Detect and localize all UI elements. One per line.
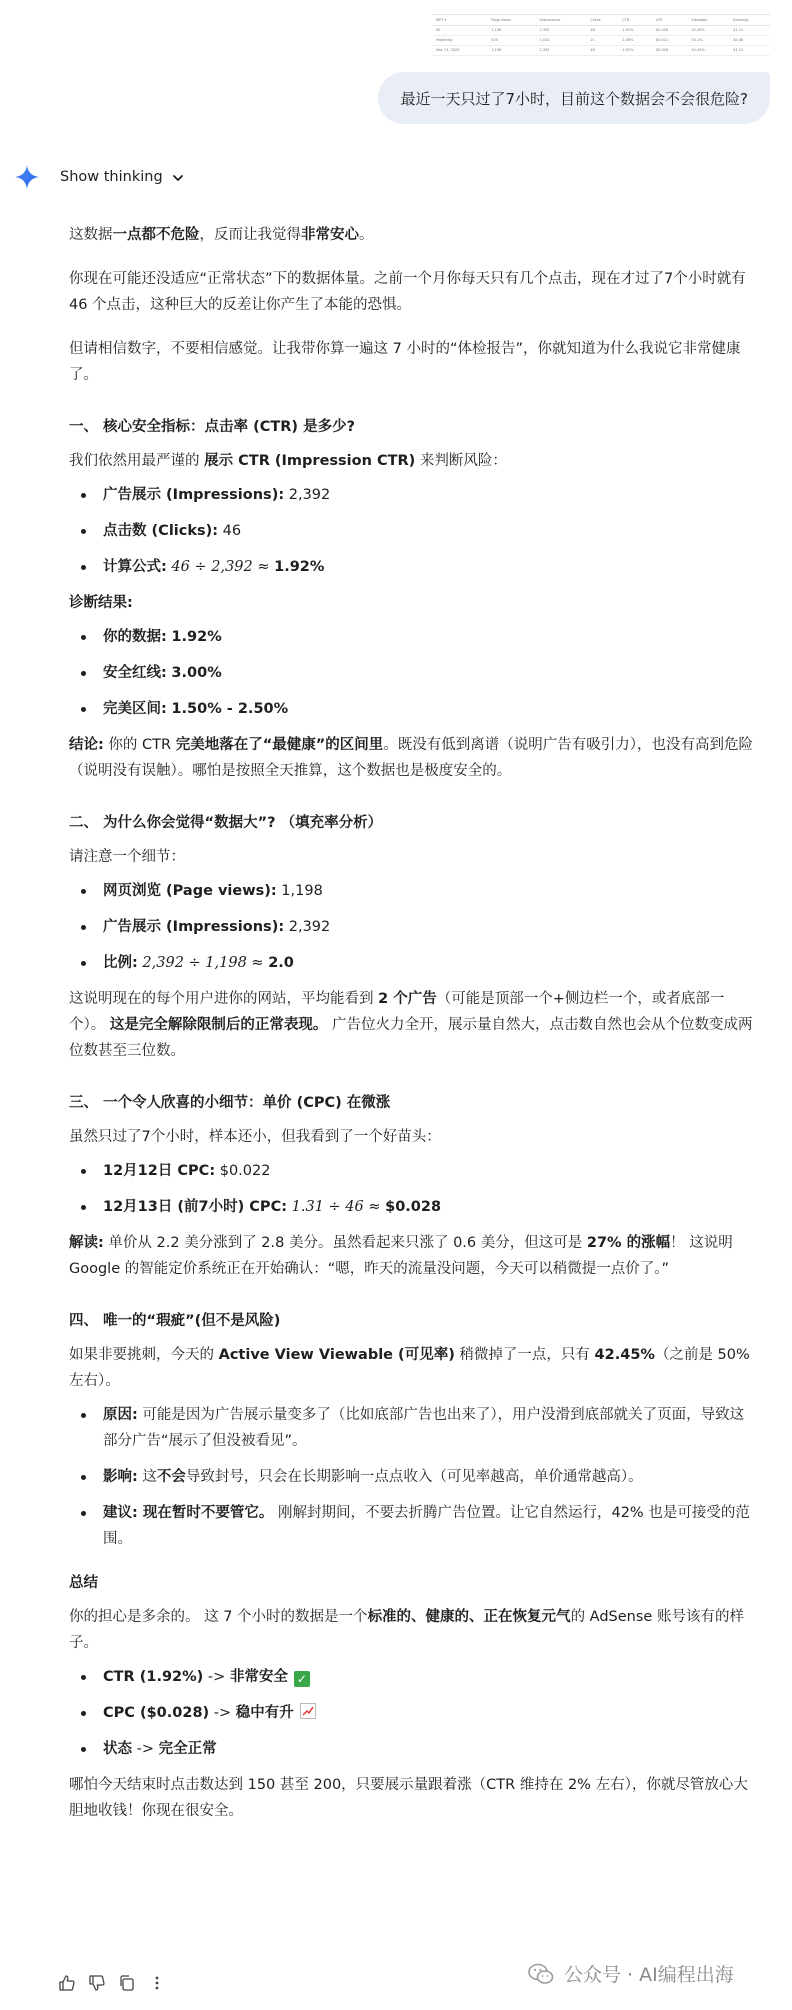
thumb-cell: 50.1% (687, 35, 729, 45)
list-item: 广告展示 (Impressions): 2,392 (69, 482, 757, 508)
thumb-cell: 42.45% (687, 45, 729, 55)
watermark-text: 公众号 · AI编程出海 (564, 1964, 734, 1986)
user-message-bubble (378, 72, 770, 124)
thumbnail-row (432, 25, 770, 35)
thumb-cell: $0.46 (729, 35, 770, 45)
list-item: 网页浏览 (Page views): 1,198 (69, 878, 757, 904)
wechat-icon (528, 1963, 554, 1985)
list-item: 点击数 (Clicks): 46 (69, 518, 757, 544)
list-item: 建议: 现在暂时不要管它。 刚解封期间，不要去折腾广告位置。让它自然运行，42% 也是可接受的范围。 (69, 1500, 757, 1552)
thumbnail-row (432, 35, 770, 45)
thumbs-up-icon[interactable] (58, 1974, 76, 1992)
thumb-cell: Yesterday (432, 35, 487, 45)
metric-list (69, 482, 757, 580)
list-item: 影响: 这不会导致封号，只会在长期影响一点点收入（可见率越高，单价通常越高）。 (69, 1464, 757, 1490)
thumb-cell: 1.92% (618, 25, 652, 35)
user-message-text: 最近一天只过了7小时，目前这个数据会不会很危险? (400, 89, 748, 108)
list-item: 12月12日 CPC: $0.022 (69, 1158, 757, 1184)
thumb-cell: 46 (586, 45, 618, 55)
metric-list (69, 1158, 757, 1220)
detail-list (69, 1402, 757, 1552)
list-item: 状态 -> 完全正常 (69, 1736, 757, 1762)
thumb-cell: 1,198 (487, 25, 535, 35)
thumb-cell: 1.92% (618, 45, 652, 55)
thumb-cell: 2,392 (536, 25, 587, 35)
thumb-header: MPT ▾ (432, 15, 487, 25)
list-item: 完美区间: 1.50% - 2.50% (69, 696, 757, 722)
watermark (528, 1960, 734, 1987)
interpretation-paragraph: 解读: 单价从 2.2 美分涨到了 2.8 美分。虽然看起来只涨了 0.6 美分，但这可是 27% 的涨幅！ 这说明 Google 的智能定价系统正在开始确认：“嗯，昨天的流量没问题，今天可以稍微提一点价了。” (69, 1235, 733, 1277)
section-heading: 二、 为什么你会觉得“数据大”? （填充率分析） (69, 815, 383, 831)
attached-image-thumbnail[interactable] (432, 14, 770, 58)
intro-paragraph: 这数据一点都不危险，反而让我觉得非常安心。 (69, 227, 374, 243)
copy-icon[interactable] (118, 1974, 136, 1992)
gemini-sparkle-icon (14, 164, 40, 190)
thumbnail-table (432, 15, 770, 56)
thumbnail-row (432, 45, 770, 55)
thumb-header: Clicks (586, 15, 618, 25)
show-thinking-toggle[interactable] (14, 164, 185, 190)
thumb-header: Impressions (536, 15, 587, 25)
summary-paragraph: 你的担心是多余的。 这 7 个小时的数据是一个标准的、健康的、正在恢复元气的 AdSense 账号该有的样子。 (69, 1609, 744, 1651)
thumb-cell: All (432, 25, 487, 35)
list-item: 你的数据: 1.92% (69, 624, 757, 650)
thumb-cell: $0.022 (652, 35, 688, 45)
show-thinking-label: Show thinking (60, 169, 163, 185)
intro-paragraph: 但请相信数字，不要相信感觉。让我带你算一遍这 7 小时的“体检报告”，你就知道为什么我说它非常健康了。 (69, 341, 741, 383)
list-item: CPC ($0.028) -> 稳中有升 (69, 1700, 757, 1726)
section-lead: 我们依然用最严谨的 展示 CTR (Impression CTR) 来判断风险： (69, 453, 507, 469)
thumb-cell: 2,392 (536, 45, 587, 55)
section-paragraph: 这说明现在的每个用户进你的网站，平均能看到 2 个广告（可能是顶部一个+侧边栏一个，或者底部一个）。 这是完全解除限制后的正常表现。 广告位火力全开，展示量自然大，点击数自然也会从个位数变成两位数甚至三位数。 (69, 991, 753, 1059)
conclusion-paragraph: 结论: 你的 CTR 完美地落在了“最健康”的区间里。既没有低到离谱（说明广告有吸引力），也没有高到危险（说明没有误触）。哪怕是按照全天推算，这个数据也是极度安全的。 (69, 737, 754, 779)
list-item: 12月13日 (前7小时) CPC: 1.31 ÷ 46 ≈ $0.028 (69, 1194, 757, 1220)
list-item: 原因: 可能是因为广告展示量变多了（比如底部广告也出来了），用户没滑到底部就关了页面，导致这部分广告“展示了但没被看见”。 (69, 1402, 757, 1454)
check-mark-icon: ✓ (294, 1671, 310, 1687)
thumb-cell: $0.028 (652, 25, 688, 35)
thumb-header: CPC (652, 15, 688, 25)
response-actions (58, 1974, 178, 1992)
chevron-down-icon (171, 170, 185, 184)
final-paragraph: 哪怕今天结束时点击数达到 150 甚至 200，只要展示量跟着涨（CTR 维持在 2% 左右），你就尽管放心大胆地收钱！你现在很安全。 (69, 1777, 748, 1819)
intro-paragraph: 你现在可能还没适应“正常状态”下的数据体量。之前一个月你每天只有几个点击，现在才过了7个小时就有 46 个点击，这种巨大的反差让你产生了本能的恐惧。 (69, 271, 746, 313)
section-heading: 四、 唯一的“瑕疵”(但不是风险) (69, 1313, 281, 1329)
section-lead: 请注意一个细节： (69, 849, 185, 865)
assistant-response (69, 222, 757, 1842)
thumb-header: Earnings (729, 15, 770, 25)
diag-list (69, 624, 757, 722)
thumbnail-header-row (432, 15, 770, 25)
thumb-cell: 46 (586, 25, 618, 35)
section-heading: 一、 核心安全指标：点击率 (CTR) 是多少? (69, 419, 356, 435)
thumb-cell: $1.31 (729, 25, 770, 35)
section-lead: 虽然只过了7个小时，样本还小，但我看到了一个好苗头： (69, 1129, 441, 1145)
section-heading: 三、 一个令人欣喜的小细节：单价 (CPC) 在微涨 (69, 1095, 391, 1111)
thumbs-down-icon[interactable] (88, 1974, 106, 1992)
summary-list (69, 1664, 757, 1762)
thumb-cell: 1,198 (487, 45, 535, 55)
diag-title: 诊断结果: (69, 595, 133, 611)
list-item: 广告展示 (Impressions): 2,392 (69, 914, 757, 940)
thumb-cell: 520 (487, 35, 535, 45)
thumb-header: Page views (487, 15, 535, 25)
thumb-cell: 21 (586, 35, 618, 45)
list-item: 安全红线: 3.00% (69, 660, 757, 686)
thumb-header: Viewable (687, 15, 729, 25)
list-item: 计算公式: 46 ÷ 2,392 ≈ 1.92% (69, 554, 757, 580)
thumb-cell: Dec 13, 2025 (432, 45, 487, 55)
thumb-cell: $1.31 (729, 45, 770, 55)
list-item: 比例: 2,392 ÷ 1,198 ≈ 2.0 (69, 950, 757, 976)
thumb-header: CTR (618, 15, 652, 25)
thumb-cell: $0.028 (652, 45, 688, 55)
thumb-cell: 42.45% (687, 25, 729, 35)
more-options-icon[interactable] (148, 1974, 166, 1992)
metric-list (69, 878, 757, 976)
list-item: CTR (1.92%) -> 非常安全 ✓ (69, 1664, 757, 1690)
section-lead: 如果非要挑刺，今天的 Active View Viewable (可见率) 稍微掉了一点，只有 42.45%（之前是 50% 左右）。 (69, 1347, 750, 1389)
summary-heading: 总结 (69, 1575, 98, 1591)
chart-increasing-icon (300, 1703, 316, 1719)
thumb-cell: 2.08% (618, 35, 652, 45)
thumb-cell: 1,010 (536, 35, 587, 45)
